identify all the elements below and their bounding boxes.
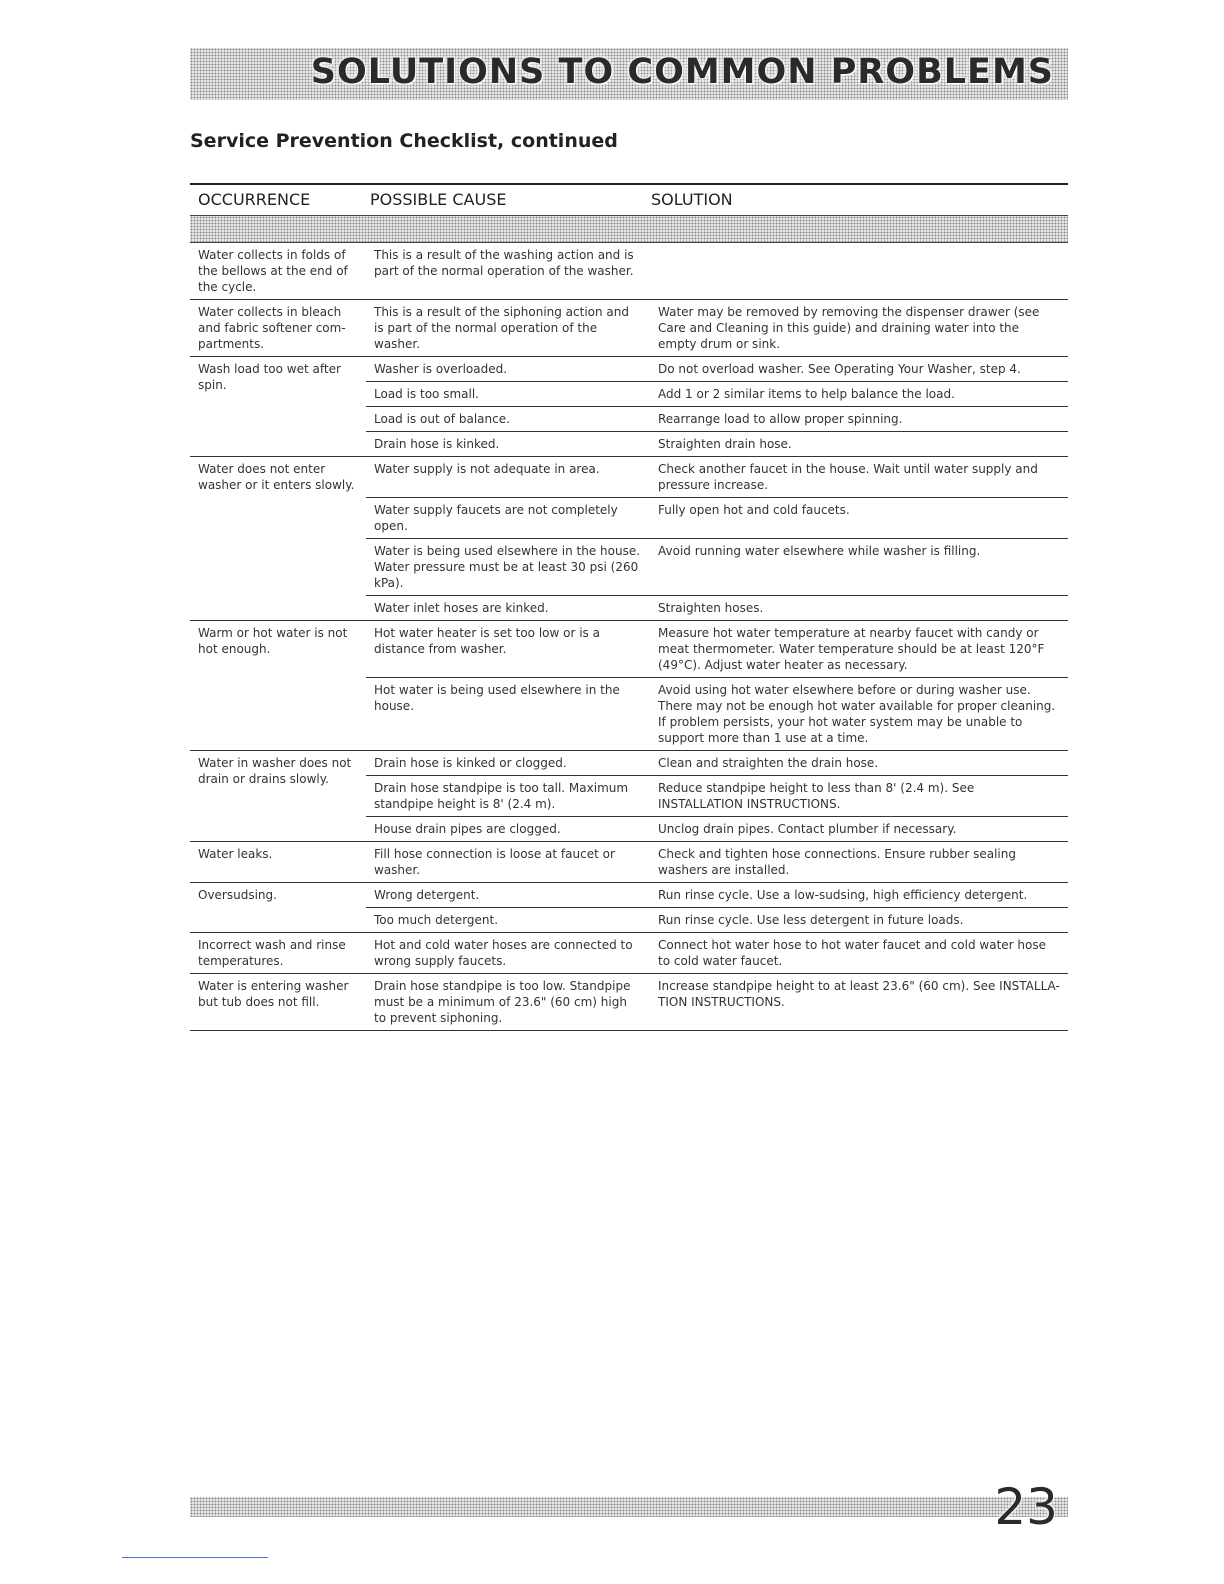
occurrence-cell: Water in washer does not drain or drains slowly. — [198, 756, 352, 786]
possible-cause-cell: Water inlet hoses are kinked. — [374, 601, 549, 615]
occurrence-cell: Warm or hot water is not hot enough. — [198, 626, 348, 656]
cause-solution-list — [366, 751, 1068, 841]
cause-solution-list — [366, 974, 1068, 1030]
header-possible-cause: POSSIBLE CAUSE — [370, 190, 507, 209]
possible-cause-cell: Water is being used elsewhere in the house. Water pressure must be at least 30 psi (260 kPa). — [374, 544, 641, 590]
solution-cell: Unclog drain pipes. Contact plumber if necessary. — [658, 822, 957, 836]
possible-cause-cell: Washer is overloaded. — [374, 362, 508, 376]
table-row — [366, 406, 1068, 431]
solution-cell: Measure hot water temperature at nearby faucet with candy or meat thermometer. Water temperature should be at least 120°F (49°C). Adjust water heater as necessary. — [658, 626, 1045, 672]
table-group — [190, 621, 1068, 751]
solution-cell: Check and tighten hose connections. Ensure rubber sealing washers are installed. — [658, 847, 1016, 877]
table-group — [190, 842, 1068, 883]
solution-cell: Avoid using hot water elsewhere before or during washer use. There may not be enough hot water available for proper cleaning. If problem persists, your hot water system may be unable to support more than 1 use at a time. — [658, 683, 1056, 745]
cause-solution-list — [366, 933, 1068, 973]
table-group — [190, 357, 1068, 457]
possible-cause-cell: Load is too small. — [374, 387, 479, 401]
solution-cell: Water may be removed by removing the dispenser drawer (see Care and Cleaning in this guide) and draining water into the empty drum or sink. — [658, 305, 1040, 351]
cause-solution-list — [366, 243, 1068, 299]
solution-cell: Connect hot water hose to hot water faucet and cold water hose to cold water faucet. — [658, 938, 1046, 968]
table-row — [366, 538, 1068, 595]
table-row — [366, 431, 1068, 456]
solution-cell: Do not overload washer. See Operating Your Washer, step 4. — [658, 362, 1021, 376]
possible-cause-cell: This is a result of the siphoning action and is part of the normal operation of the washer. — [374, 305, 630, 351]
table-group — [190, 243, 1068, 300]
possible-cause-cell: Wrong detergent. — [374, 888, 480, 902]
table-header-row — [190, 185, 1068, 215]
header-banner — [190, 48, 1068, 100]
table-row — [366, 595, 1068, 620]
table-row — [366, 816, 1068, 841]
possible-cause-cell: Too much detergent. — [374, 913, 499, 927]
possible-cause-cell: Drain hose standpipe is too tall. Maximum standpipe height is 8' (2.4 m). — [374, 781, 629, 811]
occurrence-cell: Incorrect wash and rinse temperatures. — [198, 938, 346, 968]
table-group — [190, 933, 1068, 974]
solution-cell: Check another faucet in the house. Wait until water supply and pressure increase. — [658, 462, 1038, 492]
possible-cause-cell: Drain hose is kinked or clogged. — [374, 756, 567, 770]
table-row — [366, 933, 1068, 973]
table-row — [366, 775, 1068, 816]
table-row — [366, 497, 1068, 538]
table-group — [190, 974, 1068, 1031]
occurrence-cell: Wash load too wet after spin. — [198, 362, 341, 392]
possible-cause-cell: Fill hose connection is loose at faucet or washer. — [374, 847, 615, 877]
page-heading: SOLUTIONS TO COMMON PROBLEMS — [310, 52, 1054, 92]
possible-cause-cell: Hot water heater is set too low or is a distance from washer. — [374, 626, 600, 656]
occurrence-cell: Water collects in bleach and fabric softener com-partments. — [198, 305, 346, 351]
table-row — [366, 457, 1068, 497]
possible-cause-cell: Load is out of balance. — [374, 412, 510, 426]
possible-cause-cell: Water supply is not adequate in area. — [374, 462, 600, 476]
solution-cell: Rearrange load to allow proper spinning. — [658, 412, 903, 426]
solution-cell: Straighten drain hose. — [658, 437, 792, 451]
occurrence-cell: Oversudsing. — [198, 888, 277, 902]
table-row — [366, 842, 1068, 882]
table-row — [366, 357, 1068, 381]
table-body — [190, 243, 1068, 1031]
header-occurrence: OCCURRENCE — [198, 190, 311, 209]
footer-rule — [122, 1557, 268, 1558]
occurrence-cell: Water is entering washer but tub does not fill. — [198, 979, 349, 1009]
cause-solution-list — [366, 357, 1068, 456]
possible-cause-cell: Drain hose is kinked. — [374, 437, 500, 451]
table-group — [190, 751, 1068, 842]
solution-cell: Increase standpipe height to at least 23.6" (60 cm). See INSTALLA-TION INSTRUCTIONS. — [658, 979, 1060, 1009]
table-row — [366, 974, 1068, 1030]
possible-cause-cell: House drain pipes are clogged. — [374, 822, 561, 836]
table-row — [366, 751, 1068, 775]
table-group — [190, 457, 1068, 621]
cause-solution-list — [366, 457, 1068, 620]
possible-cause-cell: This is a result of the washing action and is part of the normal operation of the washer. — [374, 248, 634, 278]
header-solution: SOLUTION — [651, 190, 733, 209]
table-row — [366, 243, 1068, 283]
table-row — [366, 677, 1068, 750]
cause-solution-list — [366, 300, 1068, 356]
footer-dotted-bar — [190, 1497, 1068, 1517]
possible-cause-cell: Hot and cold water hoses are connected to wrong supply faucets. — [374, 938, 633, 968]
page-number: 23 — [994, 1478, 1058, 1536]
solution-cell: Add 1 or 2 similar items to help balance the load. — [658, 387, 955, 401]
table-row — [366, 621, 1068, 677]
occurrence-cell: Water collects in folds of the bellows at the end of the cycle. — [198, 248, 348, 294]
table-group — [190, 300, 1068, 357]
solution-cell: Clean and straighten the drain hose. — [658, 756, 879, 770]
table-group — [190, 883, 1068, 933]
possible-cause-cell: Water supply faucets are not completely open. — [374, 503, 618, 533]
occurrence-cell: Water does not enter washer or it enters slowly. — [198, 462, 355, 492]
table-row — [366, 883, 1068, 907]
troubleshooting-table — [190, 183, 1068, 1031]
solution-cell: Avoid running water elsewhere while washer is filling. — [658, 544, 981, 558]
solution-cell: Run rinse cycle. Use a low-sudsing, high efficiency detergent. — [658, 888, 1028, 902]
occurrence-cell: Water leaks. — [198, 847, 273, 861]
cause-solution-list — [366, 842, 1068, 882]
possible-cause-cell: Drain hose standpipe is too low. Standpipe must be a minimum of 23.6" (60 cm) high to prevent siphoning. — [374, 979, 631, 1025]
possible-cause-cell: Hot water is being used elsewhere in the house. — [374, 683, 620, 713]
table-row — [366, 300, 1068, 356]
section-title: Service Prevention Checklist, continued — [190, 130, 618, 152]
solution-cell: Run rinse cycle. Use less detergent in future loads. — [658, 913, 964, 927]
cause-solution-list — [366, 621, 1068, 750]
solution-cell — [650, 243, 1068, 283]
solution-cell: Fully open hot and cold faucets. — [658, 503, 850, 517]
cause-solution-list — [366, 883, 1068, 932]
table-row — [366, 381, 1068, 406]
solution-cell: Straighten hoses. — [658, 601, 764, 615]
solution-cell: Reduce standpipe height to less than 8' (2.4 m). See INSTALLATION INSTRUCTIONS. — [658, 781, 975, 811]
header-dotted-bar — [190, 215, 1068, 243]
table-row — [366, 907, 1068, 932]
